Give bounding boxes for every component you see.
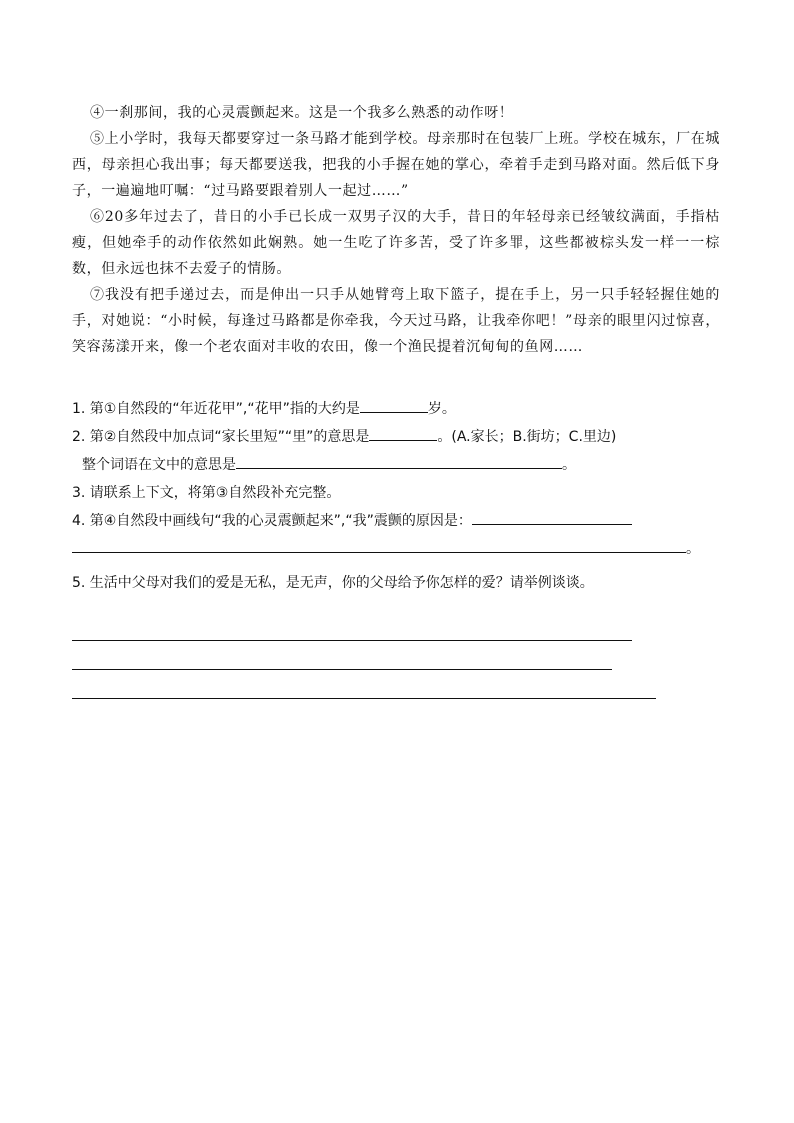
question-5	[72, 570, 732, 596]
question-3	[72, 480, 732, 506]
question-2b-suffix: 。	[562, 457, 576, 473]
question-5-text: 5. 生活中父母对我们的爱是无私，是无声，你的父母给予你怎样的爱？请举例谈谈。	[72, 575, 594, 591]
question-3-text: 3. 请联系上下文，将第③自然段补充完整。	[72, 485, 341, 501]
question-1-text: 1. 第①自然段的“年近花甲”,“花甲”指的大约是	[72, 401, 360, 417]
answer-line-3[interactable]	[72, 670, 656, 699]
question-2-text: 2. 第②自然段中加点词“家长里短”“里”的意思是	[72, 429, 370, 445]
reading-passage	[72, 100, 720, 360]
paragraph-7: ⑦我没有把手递过去，而是伸出一只手从她臂弯上取下篮子，提在手上，另一只手轻轻握住她的手，对她说：“小时候，每逢过马路都是你牵我，今天过马路，让我牵你吧！”母亲的眼里闪过惊喜，笑容荡漾开来，像一个老农面对丰收的农田，像一个渔民提着沉甸甸的鱼网……	[72, 287, 720, 355]
question-2-options: 。(A.家长；B.街坊；C.里边)	[437, 429, 617, 445]
question-2-blank[interactable]	[369, 425, 437, 441]
question-1	[72, 396, 732, 422]
paragraph-5: ⑤上小学时，我每天都要穿过一条马路才能到学校。母亲那时在包装厂上班。学校在城东，厂在城西，母亲担心我出事；每天都要送我，把我的小手握在她的掌心，牵着手走到马路对面。然后低下身子，一遍遍地叮嘱：“过马路要跟着别人一起过……”	[72, 131, 720, 199]
question-1-blank[interactable]	[360, 397, 428, 413]
question-list	[72, 396, 732, 699]
question-4-continuation	[72, 536, 732, 562]
question-4-suffix: 。	[686, 541, 700, 557]
question-4	[72, 508, 732, 534]
paragraph-4: ④一刹那间，我的心灵震颤起来。这是一个我多么熟悉的动作呀！	[90, 105, 514, 121]
question-1-suffix: 岁。	[427, 401, 456, 417]
question-4-blank-line-2[interactable]	[72, 537, 686, 553]
question-4-text: 4. 第④自然段中画线句“我的心灵震颤起来”,“我”震颤的原因是：	[72, 513, 472, 529]
question-2b-text: 整个词语在文中的意思是	[82, 457, 236, 473]
question-5-answer-area	[72, 612, 732, 699]
answer-line-1[interactable]	[72, 612, 632, 641]
question-2b-blank[interactable]	[236, 453, 562, 469]
question-2-part-b	[82, 452, 732, 478]
answer-line-2[interactable]	[72, 641, 612, 670]
question-2	[72, 424, 732, 450]
question-4-blank[interactable]	[472, 509, 632, 525]
paragraph-6: ⑥20多年过去了，昔日的小手已长成一双男子汉的大手，昔日的年轻母亲已经皱纹满面，手指枯瘦，但她牵手的动作依然如此娴熟。她一生吃了许多苦，受了许多罪，这些都被棕头发一样一一棕数，但永远也抹不去爱子的情肠。	[72, 209, 720, 277]
